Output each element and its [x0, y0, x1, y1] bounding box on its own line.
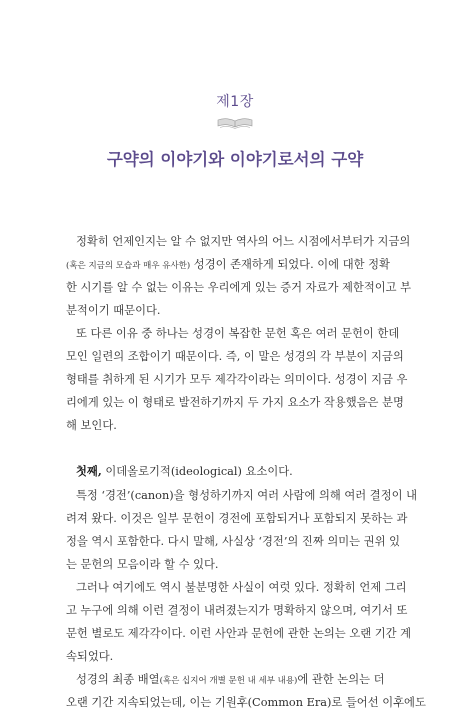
- text-line: [66, 622, 412, 645]
- text-line: [66, 276, 412, 299]
- text-line: [66, 691, 426, 714]
- text-line-main: 문헌 별로도 제각각이다. 이런 사안과 문헌에 관한 논의는 오랜 기간 계: [66, 627, 412, 640]
- section-heading-text: 이데올로기적(ideological) 요소이다.: [101, 465, 293, 478]
- text-line: [66, 322, 402, 345]
- text-line: [66, 253, 402, 276]
- text-line: [66, 299, 402, 322]
- text-line-rest: 성경이 존재하게 되었다. 이에 대한 정확: [190, 258, 390, 271]
- text-line-aside: (혹은 지금의 모습과 매우 유사한): [66, 261, 191, 271]
- text-line-main: 정확히 언제인지는 알 수 없지만 역사의 어느 시점에서부터가 지금의: [76, 235, 411, 248]
- text-line-rest: 에 관한 논의는 더: [297, 673, 385, 686]
- text-line-main: 오랜 기간 지속되었는데, 이는 기원후(Common Era)로 들어선 이후에도: [66, 696, 426, 709]
- text-line: [66, 668, 402, 691]
- text-line: [66, 484, 418, 507]
- text-line: [66, 576, 407, 599]
- open-book-icon: [217, 117, 253, 129]
- text-line-main: 성경의 최종 배열: [76, 673, 160, 686]
- ideological-paragraphs: [66, 484, 426, 714]
- text-line: [66, 599, 408, 622]
- section-heading-bold: 첫째,: [76, 464, 102, 478]
- text-line: [66, 507, 408, 530]
- chapter-number: 제1장: [216, 94, 254, 110]
- text-line-main: 형태를 취하게 된 시기가 모두 제각각이라는 의미이다. 성경이 지금 우: [66, 373, 408, 386]
- text-line-main: 분적이기 때문이다.: [66, 304, 161, 317]
- text-line-main: 해 보인다.: [66, 419, 117, 432]
- text-line: [66, 530, 402, 553]
- text-line-main: 또 다른 이유 중 하나는 성경이 복잡한 문헌 혹은 여러 문헌이 한데: [76, 327, 400, 340]
- text-line-main: 한 시기를 알 수 없는 이유는 우리에게 있는 증거 자료가 제한적이고 부: [66, 281, 412, 294]
- chapter-title: 구약의 이야기와 이야기로서의 구약: [106, 150, 364, 169]
- text-line-aside: (혹은 십지어 개별 문헌 내 세부 내용): [159, 676, 298, 686]
- text-line-main: 리에게 있는 이 형태로 발전하기까지 두 가지 요소가 작용했음은 분명: [66, 396, 404, 409]
- section-heading: [66, 460, 402, 483]
- text-line-main: 그러나 여기에도 역시 불분명한 사실이 여럿 있다. 정확히 언제 그리: [76, 581, 407, 594]
- text-line: [66, 391, 402, 414]
- text-line-main: 특정 ‘경전’(canon)을 형성하기까지 여러 사람에 의해 여러 결정이 내: [76, 489, 418, 502]
- intro-paragraphs: [66, 230, 412, 437]
- text-line: [66, 345, 402, 368]
- text-line: [66, 645, 402, 668]
- text-line-main: 속되었다.: [66, 650, 114, 663]
- text-line-main: 는 문헌의 모음이라 할 수 있다.: [66, 558, 219, 571]
- text-line: [66, 368, 408, 391]
- text-line-main: 려져 왔다. 이것은 일부 문헌이 경전에 포함되거나 포함되지 못하는 과: [66, 512, 408, 525]
- text-line-main: 정을 역시 포함한다. 다시 말해, 사실상 ‘경전’의 진짜 의미는 권위 있: [66, 535, 401, 548]
- text-line: [66, 553, 402, 576]
- text-line: [66, 414, 402, 437]
- text-line-main: 모인 일련의 조합이기 때문이다. 즉, 이 말은 성경의 각 부분이 지금의: [66, 350, 404, 363]
- text-line: [66, 230, 411, 253]
- text-line-main: 고 누구에 의해 이런 결정이 내려졌는지가 명확하지 않으며, 여기서 또: [66, 604, 408, 617]
